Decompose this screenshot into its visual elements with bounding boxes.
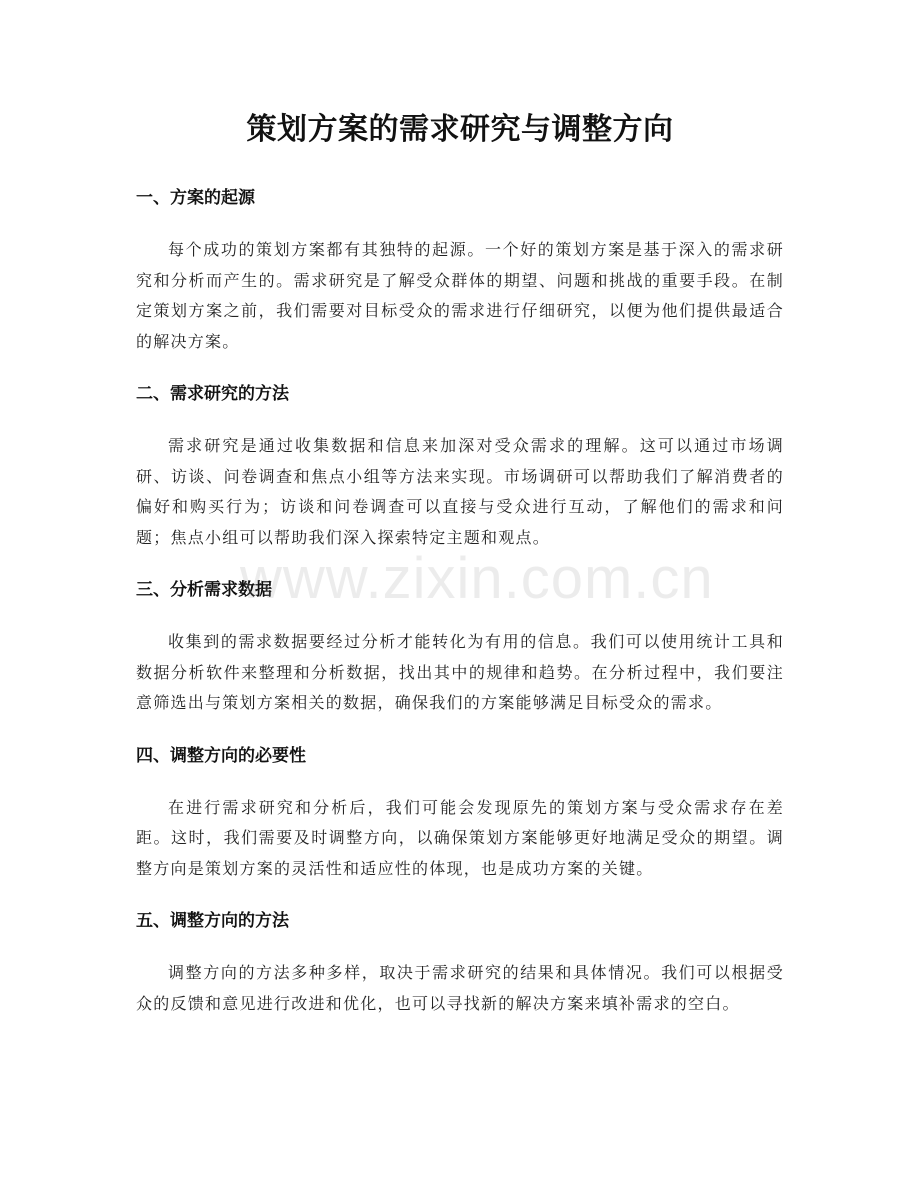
section-adjust-methods — [136, 909, 784, 1019]
section-heading: 四、调整方向的必要性 — [136, 745, 306, 766]
document-title: 策划方案的需求研究与调整方向 — [246, 112, 674, 147]
section-heading: 五、调整方向的方法 — [136, 911, 289, 931]
section-heading: 一、方案的起源 — [136, 188, 255, 208]
section-paragraph: 在进行需求研究和分析后，我们可能会发现原先的策划方案与受众需求存在差距。这时，我们需要及时调整方向，以确保策划方案能够更好地满足受众的期望。调整方向是策划方案的灵活性和适应性的体现，也是成功方案的关键。 — [136, 797, 784, 878]
section-analyze-data — [136, 578, 784, 719]
section-paragraph: 需求研究是通过收集数据和信息来加深对受众需求的理解。这可以通过市场调研、访谈、问卷调查和焦点小组等方法来实现。市场调研可以帮助我们了解消费者的偏好和购买行为；访谈和问卷调查可以直接与受众进行互动，了解他们的需求和问题；焦点小组可以帮助我们深入探索特定主题和观点。 — [136, 436, 784, 547]
section-paragraph: 每个成功的策划方案都有其独特的起源。一个好的策划方案是基于深入的需求研究和分析而产生的。需求研究是了解受众群体的期望、问题和挑战的重要手段。在制定策划方案之前，我们需要对目标受众的需求进行仔细研究，以便为他们提供最适合的解决方案。 — [136, 240, 784, 351]
section-origin — [136, 186, 784, 357]
section-adjust-necessity — [136, 744, 784, 885]
section-heading: 三、分析需求数据 — [136, 580, 272, 600]
section-paragraph: 调整方向的方法多种多样，取决于需求研究的结果和具体情况。我们可以根据受众的反馈和意见进行改进和优化，也可以寻找新的解决方案来填补需求的空白。 — [136, 963, 784, 1013]
section-paragraph: 收集到的需求数据要经过分析才能转化为有用的信息。我们可以使用统计工具和数据分析软件来整理和分析数据，找出其中的规律和趋势。在分析过程中，我们要注意筛选出与策划方案相关的数据，确保我们的方案能够满足目标受众的需求。 — [136, 632, 784, 712]
watermark-text: www.zixin.com.cn — [240, 546, 714, 611]
section-heading: 二、需求研究的方法 — [136, 384, 289, 404]
section-research-methods — [136, 382, 784, 553]
